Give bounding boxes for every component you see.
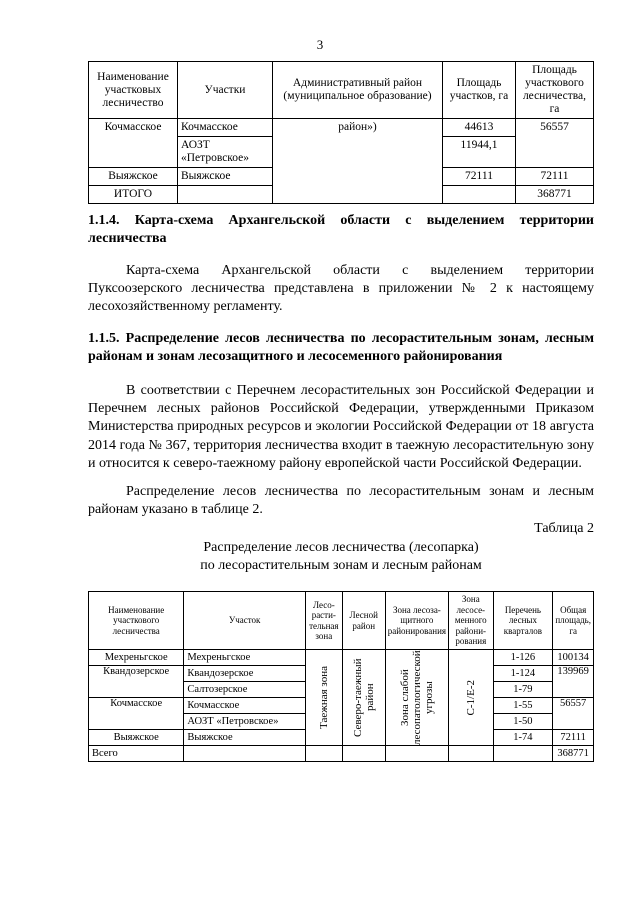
table-cell: район») [273, 119, 443, 204]
table-cell: Салтозерское [184, 682, 306, 698]
table-1-header [89, 62, 594, 119]
table-1 [88, 61, 594, 204]
column-header: Перечень лесных кварталов [493, 592, 553, 650]
table-cell: Мехреньгское [184, 650, 306, 666]
merged-cell [385, 650, 448, 746]
table-row [89, 650, 594, 666]
table-cell [385, 746, 448, 762]
table-cell: Кочмасское [184, 698, 306, 714]
table-cell [305, 746, 342, 762]
table-cell: 72111 [516, 168, 594, 186]
table-cell [178, 186, 273, 204]
table-2 [88, 591, 594, 762]
page-number: 3 [316, 37, 324, 52]
zone-label: Таежная зона [317, 666, 330, 729]
paragraph: Распределение лесов лесничества по лесорастительным зонам и лесным районам указано в таблице 2. [88, 484, 594, 518]
table-cell: 1-124 [493, 666, 553, 682]
table-2-caption [88, 539, 594, 575]
table-cell: 1-55 [493, 698, 553, 714]
column-header: Площадь участкового лесничества, га [516, 62, 594, 119]
table-cell: 139969 [553, 666, 594, 698]
table-cell: Квандозерское [89, 666, 184, 698]
section-114-heading: 1.1.4. Карта-схема Архангельской области с выделением территории лесничества [88, 213, 594, 246]
table-cell: Выяжское [89, 168, 178, 186]
table-cell [493, 746, 553, 762]
merged-cell [342, 650, 385, 746]
column-header: Зона лесоза-щитного районирования [385, 592, 448, 650]
table-cell: Кочмасское [89, 698, 184, 730]
table-cell: ИТОГО [89, 186, 178, 204]
table-cell: Выяжское [89, 730, 184, 746]
table-cell: АОЗТ «Петровское» [178, 137, 273, 168]
table-cell: 72111 [553, 730, 594, 746]
table-cell: Кочмасское [178, 119, 273, 137]
paragraph: В соответствии с Перечнем лесорастительных зон Российской Федерации и Перечнем лесных районов Российской Федерации, утвержденными Приказом Министерства природных ресурсов и экологии Российской Федерации от 18 августа 2014 года № 367, территория лесничества входит в таежную лесорастительную зону и относится к северо-таежному району европейской части Российской Федерации. [88, 383, 594, 471]
column-header: Зона лесосе-менного райони-рования [449, 592, 493, 650]
table-cell: 72111 [443, 168, 516, 186]
table-cell: 56557 [516, 119, 594, 168]
table-cell: 56557 [553, 698, 594, 730]
table-cell: Выяжское [178, 168, 273, 186]
table-cell: 1-79 [493, 682, 553, 698]
table-cell: 1-126 [493, 650, 553, 666]
table-cell: 1-50 [493, 714, 553, 730]
table-row [89, 119, 594, 137]
table-total-row [89, 746, 594, 762]
table-2-header [89, 592, 594, 650]
column-header: Участки [178, 62, 273, 119]
section-heading [88, 212, 594, 248]
table-cell: Мехреньгское [89, 650, 184, 666]
table-2-caption-line: Распределение лесов лесничества (лесопарка) [203, 540, 479, 555]
table-cell: Кочмасское [89, 119, 178, 168]
table-cell: Выяжское [184, 730, 306, 746]
table-cell [443, 186, 516, 204]
table-cell [184, 746, 306, 762]
paragraph: Карта-схема Архангельской области с выделением территории Пуксоозерского лесничества представлена в приложении № 2 к настоящему лесохозяйственному регламенту. [88, 263, 594, 315]
table-cell: Квандозерское [184, 666, 306, 682]
column-header: Наименование участковых лесничество [89, 62, 178, 119]
merged-cell [305, 650, 342, 746]
section-heading: 1.1.5. Распределение лесов лесничества по лесорастительным зонам, лесным районам и зонам лесозащитного и лесосеменного районирования [88, 331, 594, 364]
table-cell: 100134 [553, 650, 594, 666]
total-label: Всего [89, 746, 184, 762]
column-header: Лесной район [342, 592, 385, 650]
table-cell [342, 746, 385, 762]
merged-cell [449, 650, 493, 746]
seed-zone-label: С-1/Е-2 [464, 679, 477, 716]
column-header: Административный район (муниципальное образование) [273, 62, 443, 119]
total-value: 368771 [553, 746, 594, 762]
table-cell: 11944,1 [443, 137, 516, 168]
column-header: Наименование участкового лесничества [89, 592, 184, 650]
table-cell: 368771 [516, 186, 594, 204]
column-header: Участок [184, 592, 306, 650]
table-cell [449, 746, 493, 762]
table-2-caption-line: по лесорастительным зонам и лесным районам [200, 558, 482, 573]
column-header: Лесо-расти-тельная зона [305, 592, 342, 650]
table-cell: 1-74 [493, 730, 553, 746]
column-header: Общая площадь, га [553, 592, 594, 650]
table-cell: АОЗТ «Петровское» [184, 714, 306, 730]
district-label: Северо-таежный район [351, 658, 376, 737]
table-cell: 44613 [443, 119, 516, 137]
protection-zone-label: Зона слабой лесопатологической угрозы [398, 650, 435, 745]
table-2-label: Таблица 2 [534, 521, 594, 536]
column-header: Площадь участков, га [443, 62, 516, 119]
